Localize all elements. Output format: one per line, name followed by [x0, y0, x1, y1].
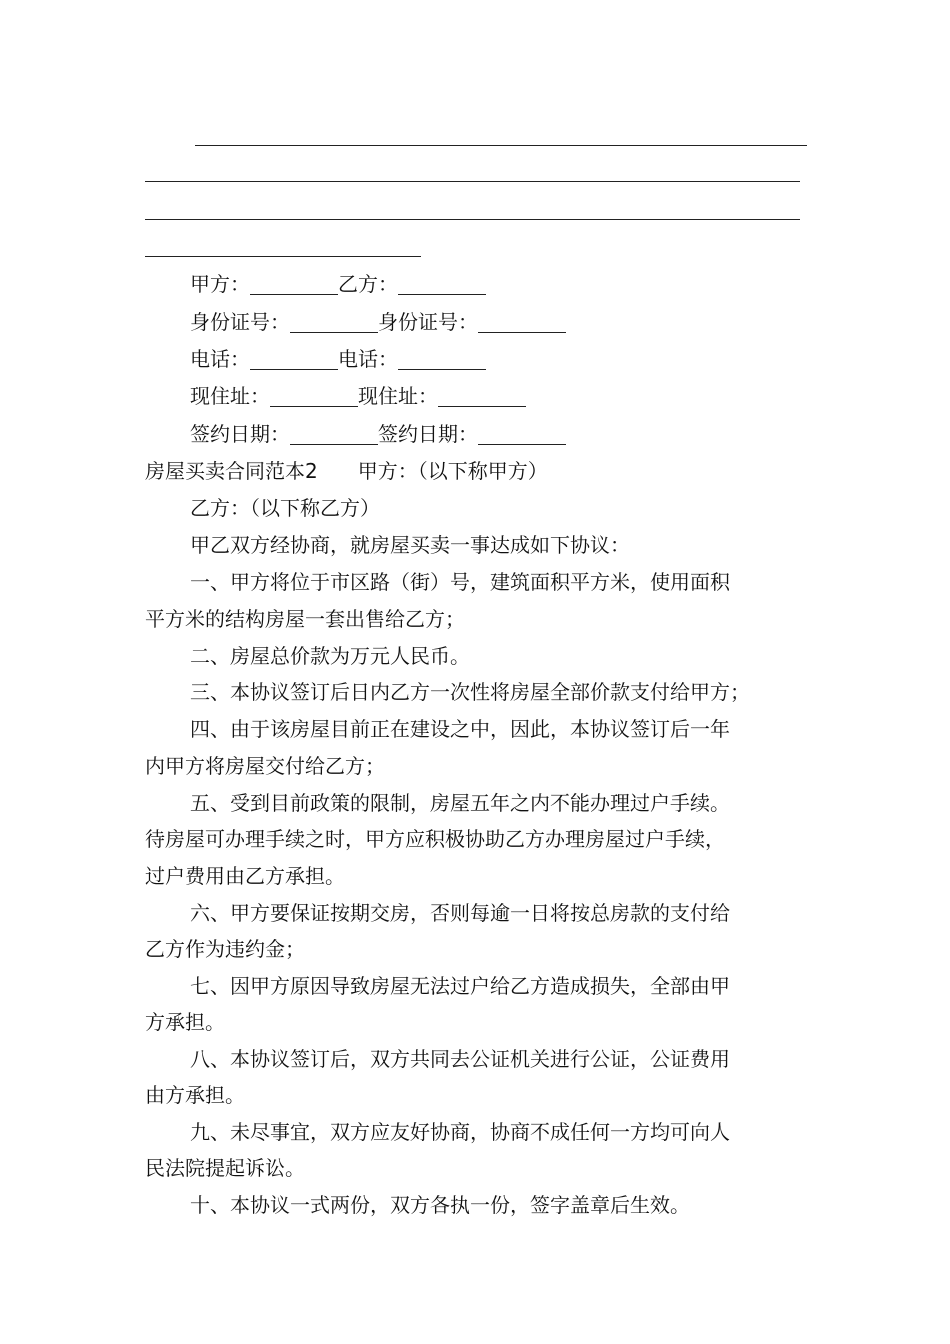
address-b-blank [438, 384, 526, 407]
party-a-blank [250, 272, 338, 295]
clause-1-line-1: 一、甲方将位于市区路（街）号，建筑面积平方米，使用面积 [190, 570, 730, 594]
clause-2: 二、房屋总价款为万元人民币。 [190, 644, 470, 668]
intro-paragraph: 甲乙双方经协商，就房屋买卖一事达成如下协议： [190, 533, 630, 557]
phone-row [190, 341, 810, 377]
clause-7-line-2: 方承担。 [145, 1010, 225, 1034]
date-a-label: 签约日期： [190, 422, 290, 446]
phone-b-blank [398, 347, 486, 370]
party-names-row [190, 266, 810, 302]
phone-b-label: 电话： [338, 347, 398, 371]
party-a-line: 甲方：（以下称甲方） [357, 459, 548, 483]
clause-9-line-1: 九、未尽事宜，双方应友好协商，协商不成任何一方均可向人 [190, 1120, 730, 1144]
phone-a-label: 电话： [190, 347, 250, 371]
clause-7-line-1: 七、因甲方原因导致房屋无法过户给乙方造成损失，全部由甲 [190, 974, 730, 998]
blank-line-2 [145, 181, 800, 182]
clause-1-line-2: 平方米的结构房屋一套出售给乙方； [145, 607, 465, 631]
clause-4-line-1: 四、由于该房屋目前正在建设之中，因此，本协议签订后一年 [190, 717, 730, 741]
clause-5-line-2: 待房屋可办理手续之时，甲方应积极协助乙方办理房屋过户手续， [145, 827, 725, 851]
blank-line-3 [145, 219, 800, 220]
id-b-label: 身份证号： [378, 310, 478, 334]
clause-6-line-2: 乙方作为违约金； [145, 937, 305, 961]
party-b-line: 乙方：（以下称乙方） [190, 496, 380, 520]
address-a-label: 现住址： [190, 384, 270, 408]
date-b-label: 签约日期： [378, 422, 478, 446]
blank-line-4 [145, 256, 421, 257]
clause-8-line-2: 由方承担。 [145, 1083, 245, 1107]
address-a-blank [270, 384, 358, 407]
clause-9-line-2: 民法院提起诉讼。 [145, 1156, 305, 1180]
party-b-blank [398, 272, 486, 295]
contract-title-row [145, 453, 815, 489]
clause-5-line-3: 过户费用由乙方承担。 [145, 864, 345, 888]
sign-date-row [190, 416, 810, 452]
clause-4-line-2: 内甲方将房屋交付给乙方； [145, 754, 385, 778]
clause-8-line-1: 八、本协议签订后，双方共同去公证机关进行公证，公证费用 [190, 1047, 730, 1071]
clause-3: 三、本协议签订后日内乙方一次性将房屋全部价款支付给甲方； [190, 680, 750, 704]
id-number-row [190, 304, 810, 340]
clause-5-line-1: 五、受到目前政策的限制，房屋五年之内不能办理过户手续。 [190, 791, 730, 815]
address-row [190, 378, 810, 414]
party-b-label: 乙方： [338, 272, 398, 296]
address-b-label: 现住址： [358, 384, 438, 408]
phone-a-blank [250, 347, 338, 370]
id-b-blank [478, 310, 566, 333]
party-a-label: 甲方： [190, 272, 250, 296]
blank-line-1 [195, 145, 807, 146]
clause-10: 十、本协议一式两份，双方各执一份，签字盖章后生效。 [190, 1193, 690, 1217]
id-a-label: 身份证号： [190, 310, 290, 334]
contract-title: 房屋买卖合同范本2 [145, 459, 318, 483]
id-a-blank [290, 310, 378, 333]
clause-6-line-1: 六、甲方要保证按期交房，否则每逾一日将按总房款的支付给 [190, 901, 730, 925]
date-b-blank [478, 422, 566, 445]
date-a-blank [290, 422, 378, 445]
